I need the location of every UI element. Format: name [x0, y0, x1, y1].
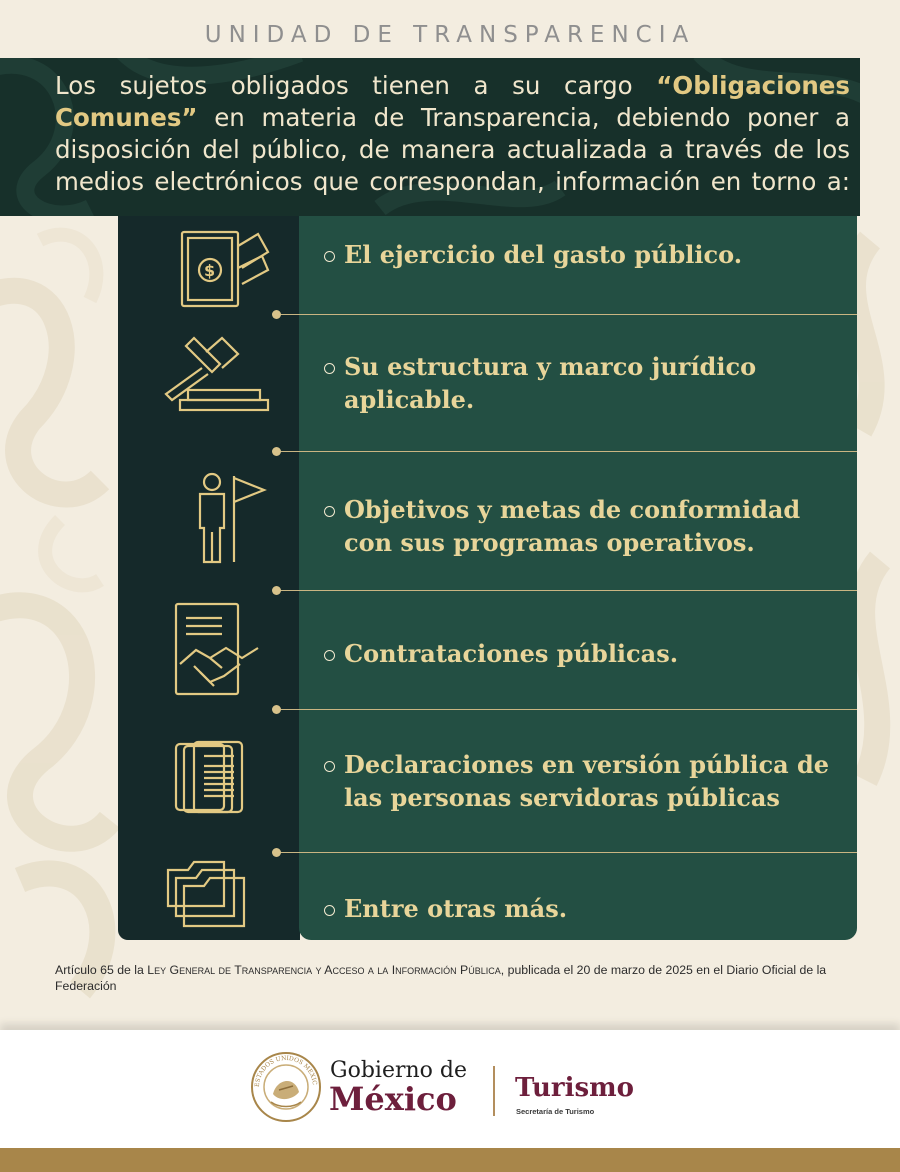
seal-text: ESTADOS UNIDOS MEXIC	[253, 1054, 318, 1088]
list-item	[324, 493, 844, 559]
list-item	[324, 238, 844, 271]
intro-part2: en materia de Transparencia, debiendo poner a disposición del público, de manera actualizada a través de los medios electrónicos que correspondan, información en torno a:	[55, 103, 850, 196]
footnote	[55, 962, 855, 994]
divider	[276, 590, 857, 591]
items-panel	[299, 216, 857, 940]
item-label: El ejercicio del gasto público.	[344, 240, 743, 269]
intro-highlight: “Obligaciones Comunes”	[55, 71, 850, 132]
footnote-suffix: , publicada el 20 de marzo de 2025 en el Diario Oficial de la Federación	[55, 963, 827, 993]
item-label: Objetivos y metas de conformidad con sus programas operativos.	[344, 495, 801, 557]
money-document-icon	[178, 226, 270, 310]
intro-box	[0, 58, 860, 216]
bullet-icon	[324, 905, 335, 916]
gov-line2: México	[329, 1080, 457, 1118]
bullet-icon	[324, 506, 335, 517]
department-subtitle: Secretaría de Turismo	[516, 1107, 595, 1116]
list-item	[324, 892, 844, 925]
gov-line1: Gobierno de	[330, 1058, 467, 1083]
contract-handshake-icon	[170, 602, 266, 698]
list-item	[324, 350, 844, 416]
item-label: Contrataciones públicas.	[344, 639, 679, 668]
list-item	[324, 748, 844, 814]
bullet-icon	[324, 363, 335, 374]
mexico-seal-logo	[249, 1050, 323, 1128]
person-flag-icon	[194, 470, 268, 564]
bullet-icon	[324, 761, 335, 772]
divider	[276, 451, 857, 452]
divider	[276, 852, 857, 853]
svg-text:$: $	[204, 261, 216, 280]
intro-text	[55, 70, 850, 198]
divider	[276, 314, 857, 315]
folders-icon	[164, 856, 250, 930]
gavel-icon	[160, 330, 272, 414]
logo-separator	[493, 1066, 495, 1116]
footnote-prefix: Artículo 65 de la	[55, 963, 148, 977]
item-label: Declaraciones en versión pública de las personas servidoras públicas	[344, 750, 830, 812]
footer-bar	[0, 1148, 900, 1172]
intro-part1: Los sujetos obligados tienen a su cargo	[55, 71, 657, 100]
item-label: Su estructura y marco jurídico aplicable.	[344, 352, 757, 414]
department-name: Turismo	[515, 1073, 634, 1103]
list-item	[324, 637, 844, 670]
divider	[276, 709, 857, 710]
bullet-icon	[324, 650, 335, 661]
documents-stack-icon	[172, 740, 246, 816]
footnote-law: Ley General de Transparencia y Acceso a la Información Pública	[147, 963, 501, 977]
icon-column	[118, 216, 300, 940]
page-title: UNIDAD DE TRANSPARENCIA	[204, 22, 696, 48]
bullet-icon	[324, 251, 335, 262]
item-label: Entre otras más.	[344, 894, 568, 923]
